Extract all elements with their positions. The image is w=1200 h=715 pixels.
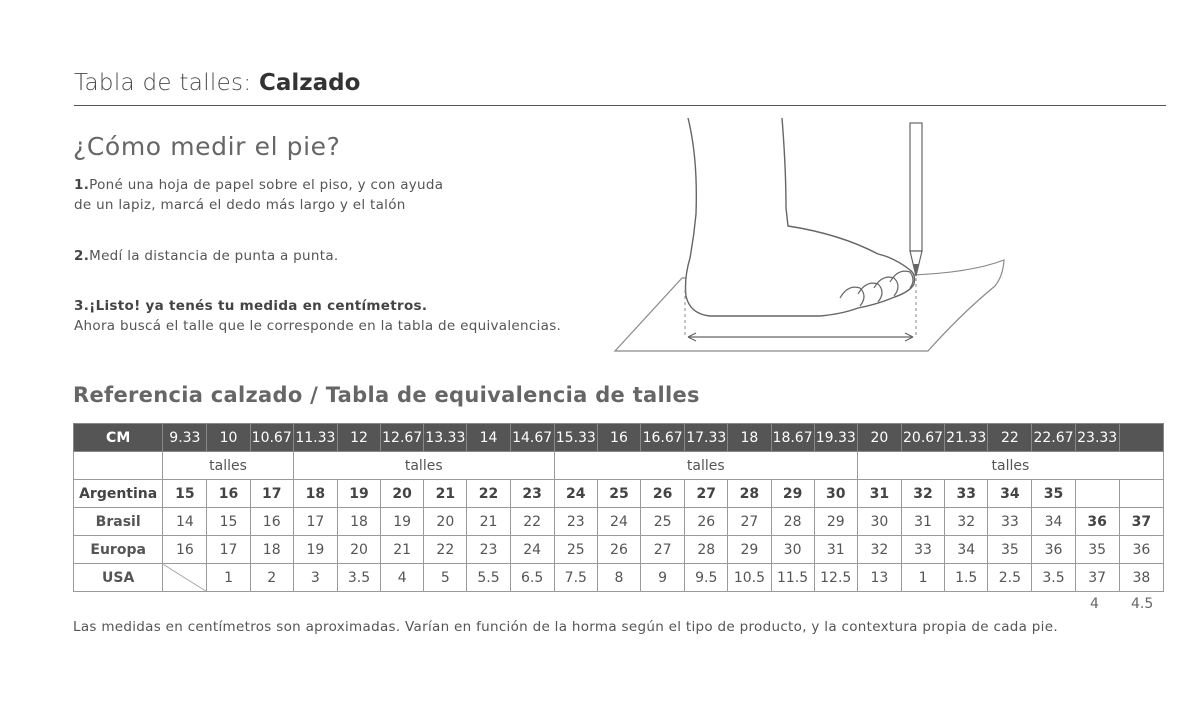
size-cell: 27 [641,536,685,564]
size-cell: 10.5 [728,564,771,592]
size-cell: 13 [857,564,901,592]
cm-cell: 12 [337,424,380,452]
size-cell: 5.5 [467,564,510,592]
cm-cell: 21.33 [945,424,988,452]
size-cell: 22 [467,480,510,508]
cm-label: CM [74,424,163,452]
size-cell: 22 [510,508,554,536]
size-cell: 36 [1075,508,1119,536]
usa-label: USA [74,564,163,592]
size-cell: 23 [510,480,554,508]
cm-cell: 11.33 [293,424,337,452]
brasil-label: Brasil [74,508,163,536]
size-cell: 30 [771,536,814,564]
size-cell: 8 [597,564,640,592]
cm-cell: 14 [467,424,510,452]
size-cell: 20 [424,508,467,536]
size-cell: 36 [1032,536,1075,564]
step-1 [74,175,443,215]
size-cell: 18 [250,536,293,564]
cm-cell: 23.33 [1075,424,1119,452]
foot-measure-illustration [610,118,1010,358]
size-cell: 20 [337,536,380,564]
size-cell: 23 [467,536,510,564]
page-title-prefix: Tabla de talles: [74,70,259,96]
step-2-text: Medí la distancia de punta a punta. [89,248,339,264]
size-cell: 27 [685,480,728,508]
talles-blank [74,452,163,480]
step-1-line-1: Poné una hoja de papel sobre el piso, y con ayuda [89,177,444,193]
size-cell: 1.5 [945,564,988,592]
argentina-label: Argentina [74,480,163,508]
cm-cell: 12.67 [381,424,424,452]
cm-cell: 17.33 [685,424,728,452]
size-cell: 26 [597,536,640,564]
size-cell: 29 [814,508,857,536]
size-cell: 30 [814,480,857,508]
europa-label: Europa [74,536,163,564]
size-cell: 19 [337,480,380,508]
size-cell: 5 [424,564,467,592]
cm-cell: 18.67 [771,424,814,452]
size-cell: 25 [554,536,597,564]
size-cell: 6.5 [510,564,554,592]
step-3-heading: 3.¡Listo! ya tenés tu medida en centímetros. [74,298,428,314]
size-cell: 29 [771,480,814,508]
size-cell: 19 [381,508,424,536]
size-cell: 3 [293,564,337,592]
size-cell: 31 [901,508,944,536]
size-cell: 33 [945,480,988,508]
size-cell: 16 [163,536,207,564]
size-cell: 33 [988,508,1032,536]
size-cell: 15 [163,480,207,508]
size-cell: 2.5 [988,564,1032,592]
size-cell: 2 [250,564,293,592]
size-cell: 35 [988,536,1032,564]
size-cell [1075,480,1119,508]
size-cell: 9.5 [685,564,728,592]
size-cell: 31 [857,480,901,508]
talles-label: talles [554,452,857,480]
cm-cell: 16.67 [641,424,685,452]
europa-row [74,536,1164,564]
size-cell: 30 [857,508,901,536]
cm-cell: 14.67 [510,424,554,452]
cm-cell [1119,424,1163,452]
size-cell: 34 [945,536,988,564]
size-cell: 35 [1032,480,1075,508]
usa-extra-value: 4 [1090,596,1099,612]
size-cell: 3.5 [1032,564,1075,592]
size-cell: 25 [597,480,640,508]
size-cell: 7.5 [554,564,597,592]
usa-row [74,564,1164,592]
cm-cell: 10 [207,424,250,452]
cm-cell: 22 [988,424,1032,452]
diagonal-empty-cell [163,564,207,592]
step-2 [74,246,339,266]
cm-cell: 16 [597,424,640,452]
page-title-category: Calzado [258,70,361,96]
cm-cell: 20.67 [901,424,944,452]
page-header [74,70,1166,106]
size-cell: 14 [163,508,207,536]
argentina-row [74,480,1164,508]
size-cell: 31 [814,536,857,564]
size-cell: 22 [424,536,467,564]
size-cell: 33 [901,536,944,564]
size-cell: 36 [1119,536,1163,564]
cm-cell: 9.33 [163,424,207,452]
size-cell: 20 [381,480,424,508]
size-cell: 37 [1075,564,1119,592]
step-1-number: 1. [74,177,90,193]
size-cell: 23 [554,508,597,536]
size-cell: 32 [901,480,944,508]
size-cell: 34 [988,480,1032,508]
size-cell: 17 [293,508,337,536]
brasil-row [74,508,1164,536]
size-cell: 24 [554,480,597,508]
size-cell: 37 [1119,508,1163,536]
size-cell: 24 [597,508,640,536]
size-cell: 32 [857,536,901,564]
size-cell: 24 [510,536,554,564]
size-cell: 3.5 [337,564,380,592]
size-cell: 16 [207,480,250,508]
size-cell: 9 [641,564,685,592]
size-cell: 12.5 [814,564,857,592]
reference-heading: Referencia calzado / Tabla de equivalencia de talles [73,383,700,407]
step-1-line-2: de un lapiz, marcá el dedo más largo y el talón [74,197,406,213]
cm-cell: 18 [728,424,771,452]
size-cell: 25 [641,508,685,536]
size-cell: 26 [685,508,728,536]
size-cell: 1 [207,564,250,592]
step-2-number: 2. [74,248,90,264]
usa-extra-value: 4.5 [1131,596,1154,612]
size-cell: 21 [424,480,467,508]
step-3-text: Ahora buscá el talle que le corresponde en la tabla de equivalencias. [74,318,562,334]
talles-label: talles [293,452,554,480]
cm-cell: 13.33 [424,424,467,452]
disclaimer-note: Las medidas en centímetros son aproximadas. Varían en función de la horma según el tipo de producto, y la contextura propia de cada pie. [73,619,1058,635]
talles-label: talles [857,452,1163,480]
size-cell: 21 [381,536,424,564]
size-cell: 34 [1032,508,1075,536]
talles-label: talles [163,452,293,480]
size-cell: 17 [250,480,293,508]
size-cell: 4 [381,564,424,592]
size-equivalence-table [73,423,1164,592]
size-cell: 38 [1119,564,1163,592]
size-cell: 27 [728,508,771,536]
cm-row [74,424,1164,452]
size-cell: 11.5 [771,564,814,592]
size-cell: 21 [467,508,510,536]
size-cell: 15 [207,508,250,536]
size-cell: 32 [945,508,988,536]
size-cell: 28 [771,508,814,536]
size-cell: 28 [728,480,771,508]
cm-cell: 15.33 [554,424,597,452]
size-cell: 28 [685,536,728,564]
size-cell: 26 [641,480,685,508]
cm-cell: 20 [857,424,901,452]
size-cell: 18 [293,480,337,508]
size-cell: 16 [250,508,293,536]
step-3 [74,296,561,336]
measure-heading: ¿Cómo medir el pie? [73,132,341,161]
size-cell: 29 [728,536,771,564]
size-cell [1119,480,1163,508]
size-cell: 35 [1075,536,1119,564]
cm-cell: 19.33 [814,424,857,452]
size-cell: 18 [337,508,380,536]
size-cell: 1 [901,564,944,592]
size-cell: 19 [293,536,337,564]
cm-cell: 22.67 [1032,424,1075,452]
talles-row [74,452,1164,480]
cm-cell: 10.67 [250,424,293,452]
size-cell: 17 [207,536,250,564]
